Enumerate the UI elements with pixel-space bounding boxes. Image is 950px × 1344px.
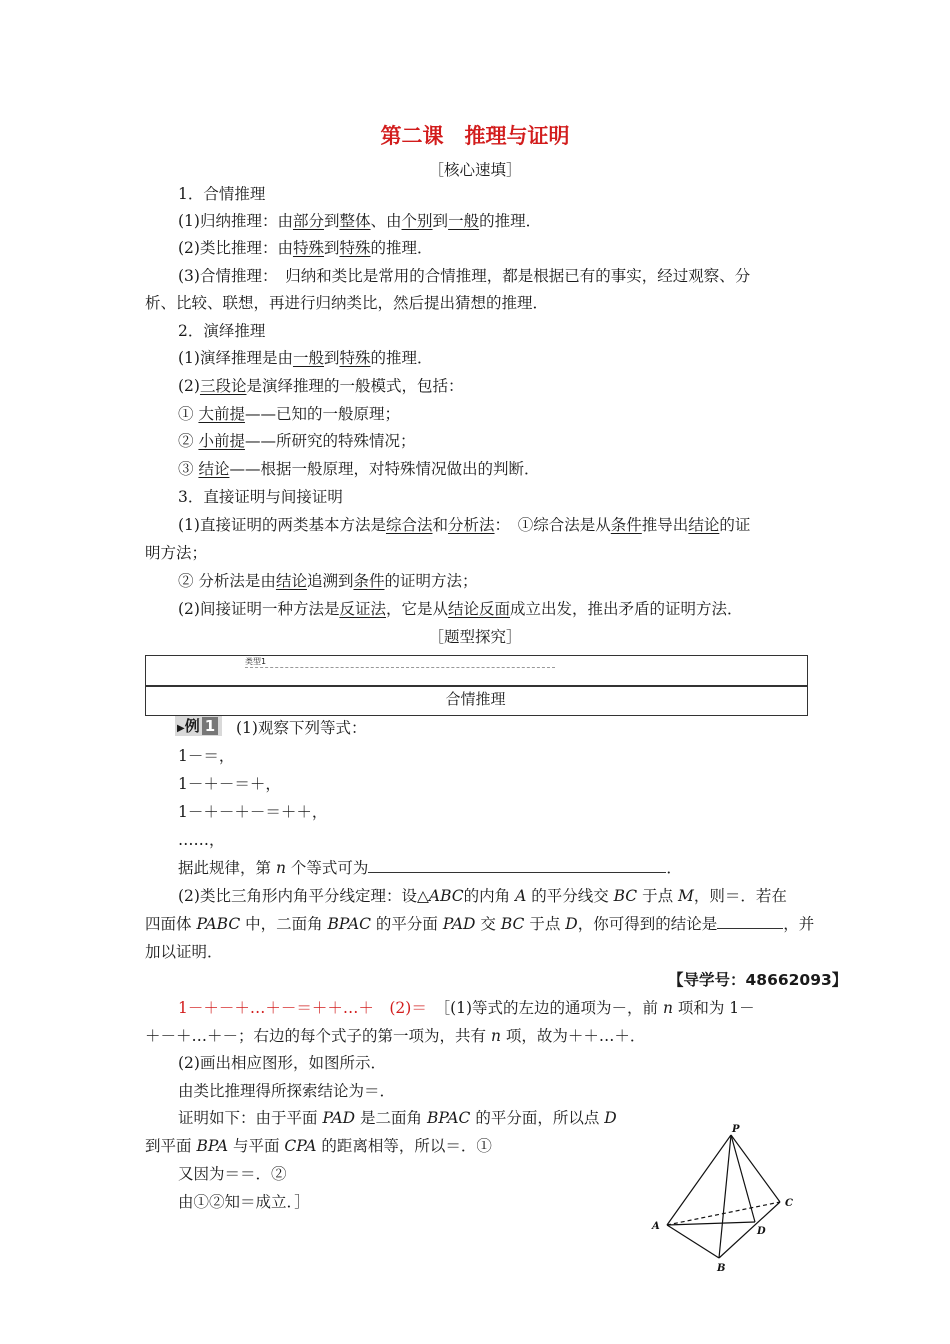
s3-line1b: 明方法；: [145, 544, 208, 562]
s2-line1: (1)演绎推理是由一般到特殊的推理．: [178, 349, 433, 367]
s3-line1: (1)直接证明的两类基本方法是综合法和分析法： ①综合法是从条件推导出结论的证: [178, 516, 751, 534]
s2-item2: ② 小前提——所研究的特殊情况；: [178, 432, 416, 450]
label-d: D: [757, 1226, 766, 1237]
s3-line3: (2)间接证明一种方法是反证法，它是从结论反面成立出发，推出矛盾的证明方法．: [178, 600, 743, 618]
edge-ab: [667, 1225, 719, 1258]
edge-bc: [719, 1202, 780, 1258]
s3-line2: ② 分析法是由结论追溯到条件的证明方法；: [178, 572, 478, 590]
solution-line4: 由类比推理得所探索结论为＝．: [178, 1082, 396, 1100]
s1-line2: (2)类比推理：由特殊到特殊的推理．: [178, 239, 433, 257]
solution-line2: ＋－＋…＋－；右边的每个式子的第一项为，共有 n 项，故为＋＋…＋．: [145, 1027, 646, 1045]
edge-pb: [719, 1135, 731, 1258]
type-label: 类型1: [245, 657, 555, 668]
label-p: P: [732, 1124, 740, 1135]
equation-3: 1－＋－＋－＝＋＋，: [178, 803, 328, 821]
edge-ad: [667, 1222, 755, 1225]
example-q2-line3: 加以证明．: [145, 943, 223, 961]
edge-pc: [731, 1135, 780, 1202]
type-title: 合情推理: [445, 690, 506, 708]
solution-line8: 由①②知＝成立．］: [178, 1193, 310, 1211]
s3-heading: 3．直接证明与间接证明: [178, 488, 343, 506]
s2-heading: 2．演绎推理: [178, 322, 266, 340]
s2-item3: ③ 结论——根据一般原理，对特殊情况做出的判断．: [178, 460, 540, 478]
section-core-heading: ［核心速填］: [428, 161, 522, 179]
answer-blank-2[interactable]: [717, 914, 783, 929]
s1-heading: 1．合情推理: [178, 185, 266, 203]
label-b: B: [717, 1263, 726, 1274]
example-q1: (1)观察下列等式：: [236, 719, 367, 737]
answer-blank-1[interactable]: [368, 858, 666, 873]
s1-line3a: (3)合情推理： 归纳和类比是常用的合情推理，都是根据已有的事实，经过观察、分: [178, 267, 751, 285]
label-a: A: [652, 1221, 660, 1232]
example-rule: 据此规律，第 n 个等式可为 ．: [178, 859, 682, 877]
guide-number: 【导学号：48662093】: [668, 971, 848, 989]
example-badge: ▶例 1: [175, 716, 222, 736]
solution-line1: 1－＋－＋…＋－＝＋＋…＋ (2)＝ ［(1)等式的左边的通项为－，前 n 项和为 1－: [178, 999, 755, 1017]
s1-line3b: 析、比较、联想，再进行归纳类比，然后提出猜想的推理．: [145, 294, 549, 312]
solution-line6: 到平面 BPA 与平面 CPA 的距离相等，所以＝．①: [145, 1137, 492, 1155]
s2-item1: ① 大前提——已知的一般原理；: [178, 405, 400, 423]
example-q2-line1: (2)类比三角形内角平分线定理：设△ABC的内角 A 的平分线交 BC 于点 M，则＝．若在: [178, 887, 787, 905]
answer-text: 1－＋－＋…＋－＝＋＋…＋ (2)＝: [178, 999, 427, 1017]
solution-line3: (2)画出相应图形，如图所示．: [178, 1054, 386, 1072]
example-q2-line2: 四面体 PABC 中，二面角 BPAC 的平分面 PAD 交 BC 于点 D，你可得到的结论是 ，并: [145, 915, 815, 933]
label-c: C: [785, 1198, 793, 1209]
solution-line7: 又因为＝＝．②: [178, 1165, 287, 1183]
s1-line1: (1)归纳推理：由部分到整体、由个别到一般的推理．: [178, 212, 542, 230]
tetrahedron-figure: [640, 1120, 810, 1280]
equation-dots: ……，: [178, 831, 225, 849]
equation-1: 1－＝，: [178, 747, 235, 765]
solution-line5: 证明如下：由于平面 PAD 是二面角 BPAC 的平分面，所以点 D: [178, 1109, 617, 1127]
section-explore-heading: ［题型探究］: [428, 628, 522, 646]
edge-ac-hidden: [667, 1202, 780, 1225]
edge-pa: [667, 1135, 731, 1225]
equation-2: 1－＋－＝＋，: [178, 775, 281, 793]
s2-line2: (2)三段论是演绎推理的一般模式，包括：: [178, 377, 464, 395]
page-title: 第二课 推理与证明: [380, 124, 570, 148]
